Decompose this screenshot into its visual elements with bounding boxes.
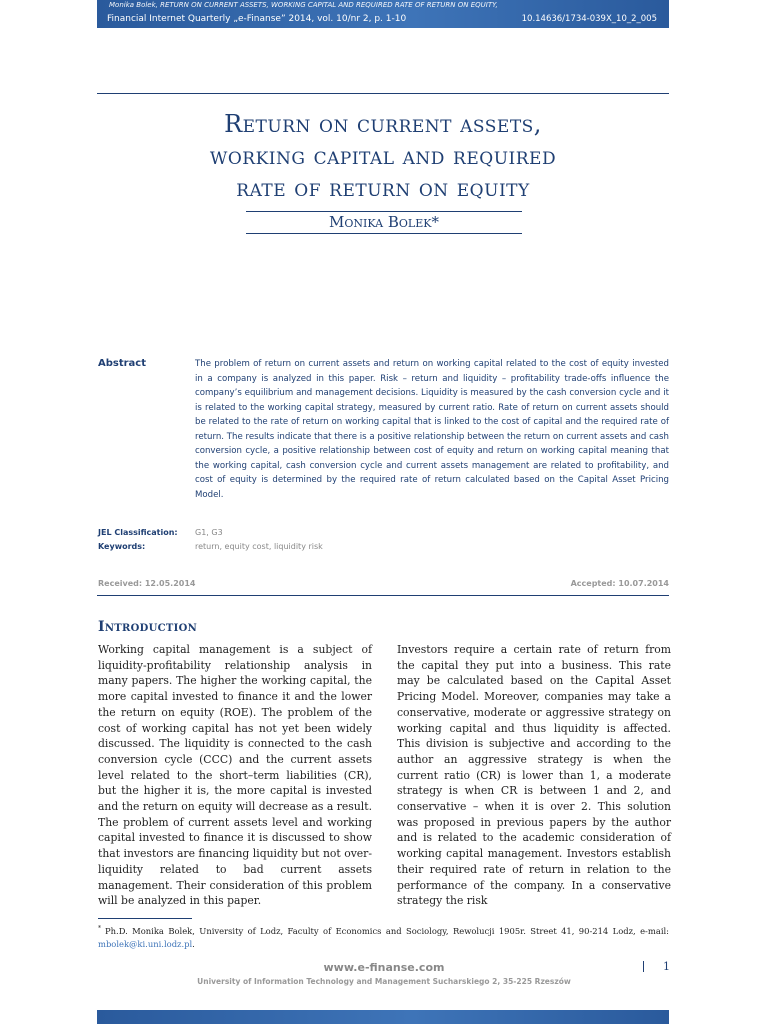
footer-university: University of Information Technology and Management Sucharskiego 2, 35-225 Rzeszów	[197, 977, 571, 986]
footnote-text: Ph.D. Monika Bolek, University of Lodz, Faculty of Economics and Sociology, Rewolucji 1905r. Street 41, 90-214 Lodz, e-mail:	[105, 925, 669, 936]
doi-label: 10.14636/1734-039X_10_2_005	[521, 14, 657, 24]
title-line: Return on current assets,	[224, 110, 542, 138]
keywords-label: Keywords:	[98, 542, 146, 551]
jel-value: G1, G3	[195, 528, 223, 537]
abstract-label: Abstract	[98, 358, 147, 369]
author-name: Monika Bolek*	[246, 211, 522, 234]
title-rule	[97, 93, 669, 94]
body-column-right: Investors require a certain rate of return from the capital they put into a business. This rate may be calculated based on the Capital Asset Pricing Model. Moreover, companies may take a conservative, moderate or aggressive strategy on working capital and thus liquidity is affected. This division is subjective and according to the author an aggressive strategy is when the current ratio (CR) is lower than 1, a moderate strategy is when CR is between 1 and 2, and conservative – when it is over 2. This solution was proposed in previous papers by the author and is related to the academic consideration of working capital management. Investors establish their required rate of return in relation to the performance of the company. In a conservative strategy the risk	[397, 643, 671, 908]
footer-website-link[interactable]: www.e-finanse.com	[323, 961, 445, 974]
page-number-divider	[643, 961, 644, 972]
footnote-email-link[interactable]: mbolek@ki.uni.lodz.pl	[98, 938, 193, 949]
received-date: Received: 12.05.2014	[98, 579, 196, 588]
title-line: rate of return on equity	[236, 174, 530, 202]
journal-header-bar	[97, 0, 669, 28]
body-column-left: Working capital management is a subject of liquidity-profitability relationship analysis in many papers. The higher the working capital, the more capital invested to finance it and the lower the return on equity (ROE). The problem of the cost of working capital has not yet been widely discussed. The liquidity is connected to the cash conversion cycle (CCC) and the current assets level related to the short–term liabilities (CR), but the higher it is, the more capital is invested and the return on equity will decrease as a result. The problem of current assets level and working capital invested to finance it is discussed to show that investors are financing liquidity but not over-liquidity related to bad current assets management. Their consideration of this problem will be analyzed in this paper.	[98, 643, 372, 908]
footnote-end: .	[192, 938, 195, 949]
jel-label: JEL Classification:	[98, 528, 178, 537]
footer-bar	[97, 1010, 669, 1024]
footnote-mark: *	[98, 925, 101, 932]
section-rule	[97, 595, 669, 596]
title-line: working capital and required	[209, 142, 557, 170]
footnote	[98, 922, 669, 951]
page-number: 1	[663, 960, 670, 973]
accepted-date: Accepted: 10.07.2014	[570, 579, 669, 588]
running-head-author: Monika Bolek, RETURN ON CURRENT ASSETS, WORKING CAPITAL AND REQUIRED RATE OF RETURN ON EQUITY,	[109, 1, 498, 9]
section-heading: Introduction	[98, 619, 198, 635]
footnote-rule	[98, 918, 192, 919]
abstract-text: The problem of return on current assets and return on working capital related to the cost of equity invested in a company is analyzed in this paper. Risk – return and liquidity – profitability trade-offs influence the company’s equilibrium and management decisions. Liquidity is measured by the cash conversion cycle and it is related to the working capital strategy, measured by current ratio. Rate of return on current assets should be related to the rate of return on working capital that is linked to the cost of capital and the required rate of return. The results indicate that there is a positive relationship between the return on current assets and cash conversion cycle, a positive relationship between cost of equity and return on working capital meaning that the working capital, cash conversion cycle and current assets management are related to profitability, and cost of equity is determined by the required rate of return calculated based on the Capital Asset Pricing Model.	[195, 359, 669, 500]
keywords-value: return, equity cost, liquidity risk	[195, 542, 323, 551]
paper-title	[97, 108, 669, 204]
journal-citation: Financial Internet Quarterly „e-Finanse” 2014, vol. 10/nr 2, p. 1-10	[107, 14, 407, 24]
